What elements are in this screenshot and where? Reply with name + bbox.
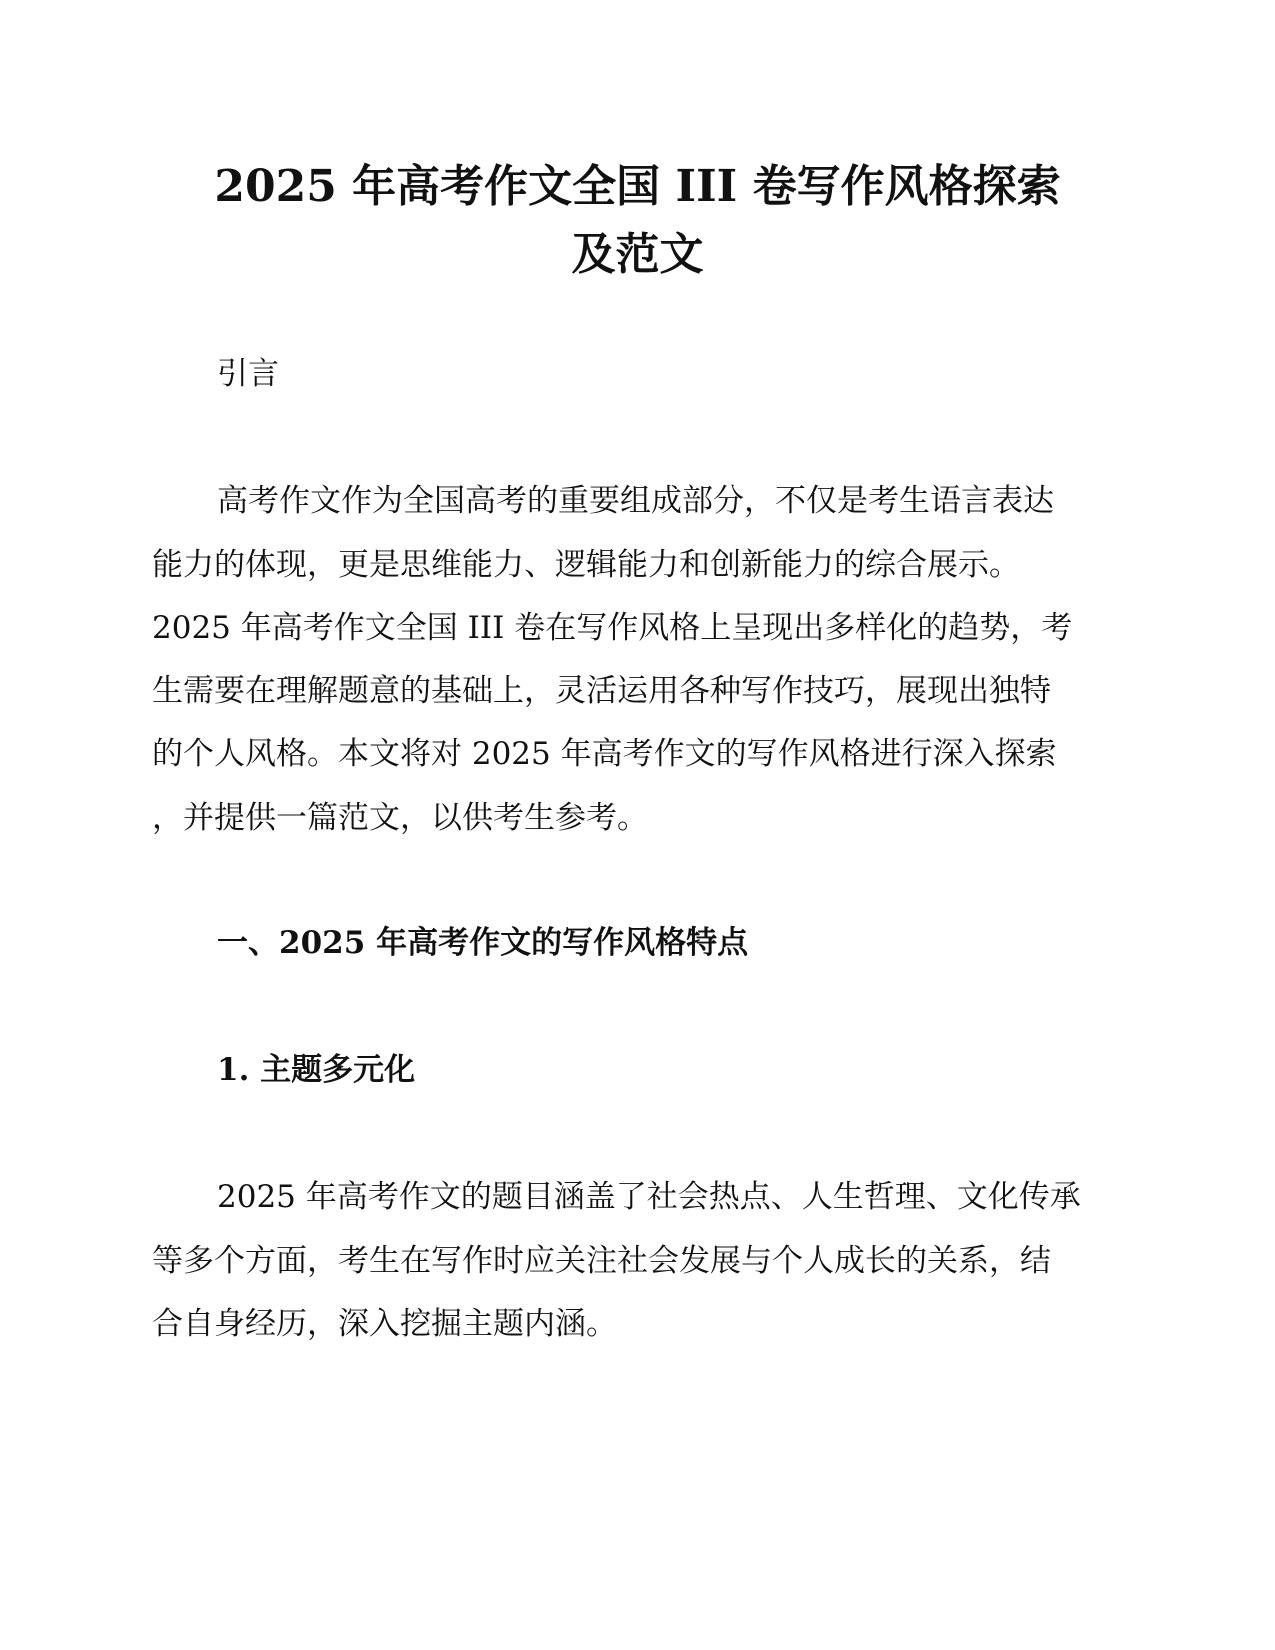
intro-paragraph-line: 的个人风格。本文将对 2025 年高考作文的写作风格进行深入探索	[152, 736, 1057, 772]
subsection-paragraph-line: 合自身经历，深入挖掘主题内涵。	[152, 1306, 617, 1342]
intro-paragraph-line: 能力的体现，更是思维能力、逻辑能力和创新能力的综合展示。	[152, 547, 1020, 583]
intro-heading: 引言	[217, 356, 279, 392]
document-title-line-1: 2025 年高考作文全国 III 卷写作风格探索	[214, 161, 1061, 212]
subsection-paragraph-line: 2025 年高考作文的题目涵盖了社会热点、人生哲理、文化传承	[217, 1179, 1081, 1215]
document-title-line-2: 及范文	[571, 229, 704, 280]
intro-paragraph-line: ，并提供一篇范文，以供考生参考。	[152, 800, 648, 836]
subsection-heading: 1. 主题多元化	[217, 1052, 416, 1088]
section-heading: 一、2025 年高考作文的写作风格特点	[217, 925, 749, 961]
subsection-paragraph-line: 等多个方面，考生在写作时应关注社会发展与个人成长的关系，结	[152, 1243, 1051, 1279]
intro-paragraph-line: 高考作文作为全国高考的重要组成部分，不仅是考生语言表达	[217, 483, 1054, 519]
intro-paragraph-line: 2025 年高考作文全国 III 卷在写作风格上呈现出多样化的趋势，考	[152, 610, 1073, 646]
intro-paragraph-line: 生需要在理解题意的基础上，灵活运用各种写作技巧，展现出独特	[152, 673, 1051, 709]
